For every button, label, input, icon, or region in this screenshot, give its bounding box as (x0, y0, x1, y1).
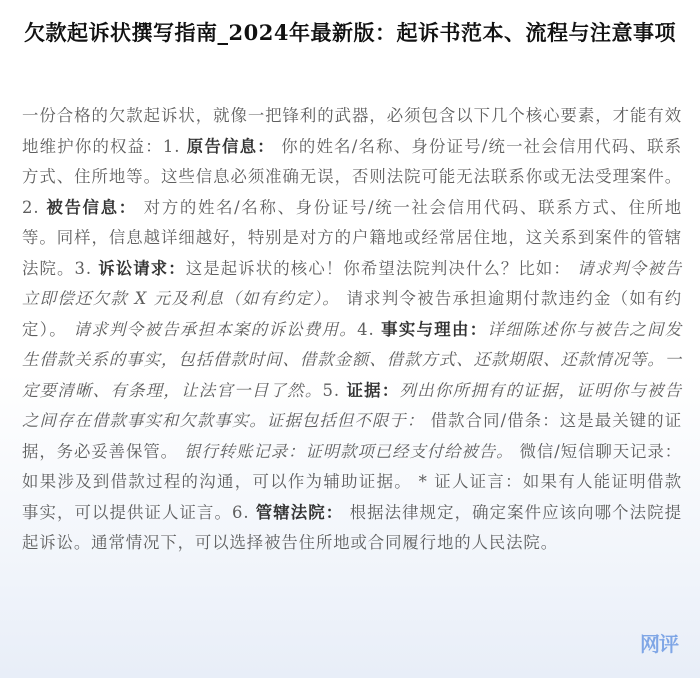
section-3-text-b: 请求判令被告承担逾期付款违约金（如有约定）。 (22, 289, 682, 339)
article-body (22, 101, 682, 559)
article-title: 欠款起诉状撰写指南_2024年最新版：起诉书范本、流程与注意事项 (24, 20, 676, 45)
section-1-number: 1. (162, 136, 187, 156)
section-4-number: 4. (357, 319, 382, 339)
section-5-text-a: 借款合同/借条：这是最关键的证据，务必妥善保管。 (22, 411, 683, 461)
section-2-text: 对方的姓名/名称、身份证号/统一社会信用代码、联系方式、住所地等。同样，信息越详细越好，特别是对方的户籍地或经常居住地，这关系到案件的管辖法院。 (22, 197, 682, 278)
section-2-number: 2. (22, 197, 47, 217)
section-3-label: 诉讼请求： (98, 258, 186, 278)
section-1-text: 你的姓名/名称、身份证号/统一社会信用代码、联系方式、住所地等。这些信息必须准确无误，否则法院可能无法联系你或无法受理案件。 (22, 136, 682, 186)
section-3-italic-2: 请求判令被告承担本案的诉讼费用。 (66, 319, 358, 339)
intro-text: 一份合格的欠款起诉状，就像一把锋利的武器，必须包含以下几个核心要素，才能有效地维护你的权益： (22, 106, 682, 156)
section-6-label: 管辖法院： (255, 502, 344, 522)
section-3-text-a: 这是起诉状的核心！你希望法院判决什么？比如： (185, 258, 571, 278)
section-5-text-b: 微信/短信聊天记录：如果涉及到借款过程的沟通，可以作为辅助证据。 * 证人证言：如果有人能证明借款事实，可以提供证人证言。 (22, 441, 682, 522)
section-5-italic-2: 银行转账记录：证明款项已经支付给被告。 (177, 441, 514, 461)
section-3-italic-1: 请求判令被告立即偿还欠款 X 元及利息（如有约定）。 (22, 258, 682, 308)
section-5-label: 证据： (346, 380, 400, 400)
section-6-text: 根据法律规定，确定案件应该向哪个法院提起诉讼。通常情况下，可以选择被告住所地或合同履行地的人民法院。 (22, 502, 682, 552)
section-4-label: 事实与理由： (381, 319, 488, 339)
section-5-number: 5. (322, 380, 347, 400)
site-logo: 网评 (640, 632, 678, 656)
section-3-number: 3. (74, 258, 99, 278)
section-2-label: 被告信息： (46, 197, 137, 217)
section-4-italic: 详细陈述你与被告之间发生借款关系的事实，包括借款时间、借款金额、借款方式、还款期限、还款情况等。一定要清晰、有条理，让法官一目了然。 (22, 319, 683, 400)
section-1-label: 原告信息： (186, 136, 275, 156)
section-6-number: 6. (232, 502, 256, 522)
section-5-italic-1: 列出你所拥有的证据，证明你与被告之间存在借款事实和欠款事实。证据包括但不限于： (22, 380, 682, 430)
